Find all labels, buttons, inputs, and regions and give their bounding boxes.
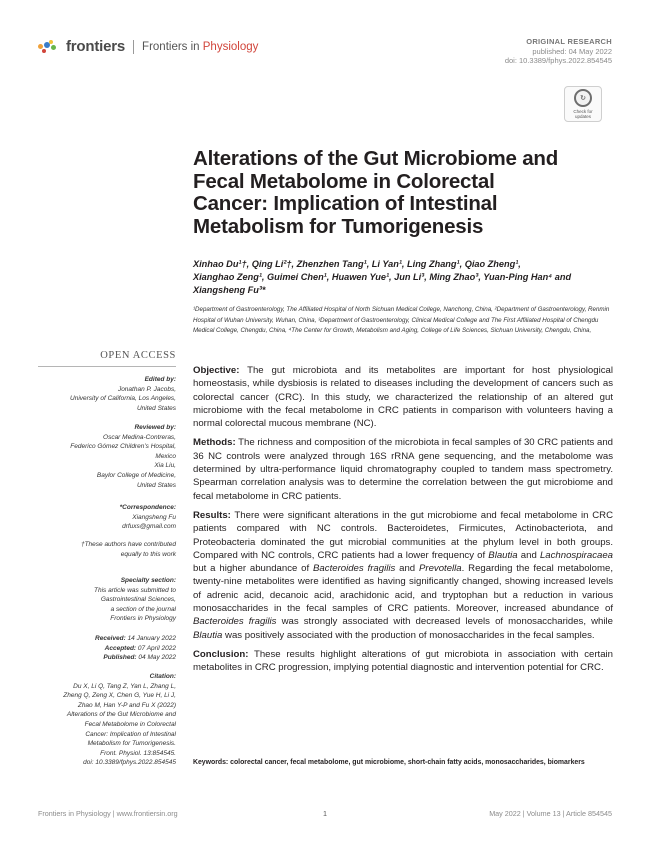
section-heading: Citation: bbox=[149, 673, 176, 680]
citation-line: Metabolism for Tumorigenesis. bbox=[87, 740, 176, 748]
reviewer-affiliation: Mexico bbox=[155, 452, 176, 460]
edited-by-section bbox=[30, 375, 176, 413]
section-heading: Edited by: bbox=[144, 376, 176, 383]
journal-name bbox=[142, 41, 258, 53]
logo-wordmark: frontiers bbox=[66, 38, 126, 55]
taxon-name: Bacteroides fragilis bbox=[193, 616, 277, 628]
specialty-line: Gastrointestinal Sciences, bbox=[100, 596, 176, 604]
date-value: 14 January 2022 bbox=[127, 635, 176, 642]
refresh-icon: ↻ bbox=[574, 89, 592, 107]
date-value: 04 May 2022 bbox=[138, 654, 176, 662]
results-text: was strongly associated with decreased levels of monosaccharides, while bbox=[276, 616, 613, 628]
accepted-date bbox=[30, 644, 176, 654]
results-text: but a higher abundance of bbox=[193, 563, 314, 575]
check-for-updates-badge[interactable] bbox=[564, 86, 602, 122]
open-access-label: OPEN ACCESS bbox=[100, 350, 176, 361]
editor-affiliation: University of California, Los Angeles, bbox=[70, 395, 176, 403]
citation-doi[interactable]: doi: 10.3389/fphys.2022.854545 bbox=[83, 759, 176, 767]
citation-line: Zhao M, Han Y-P and Fu X (2022) bbox=[77, 701, 176, 709]
specialty-line: This article was submitted to bbox=[93, 586, 176, 594]
date-label: Received: bbox=[95, 635, 126, 642]
conclusion-text: These results highlight alterations of gut microbiota in association with certain metabolites in CRC progression, implying potential diagnostic and intervention potential for CRC. bbox=[193, 648, 613, 674]
footer-issue-info: May 2022 | Volume 13 | Article 854545 bbox=[489, 809, 612, 818]
article-meta bbox=[505, 37, 612, 66]
page-number: 1 bbox=[323, 809, 327, 818]
note-line: equally to this work bbox=[120, 550, 176, 558]
correspondence-section bbox=[30, 503, 176, 532]
dates-section bbox=[30, 634, 176, 663]
author-line: Xianghao Zeng¹, Guimei Chen¹, Huawen Yue¹, Jun Li³, Ming Zhao³, Yuan-Ping Han⁴ and bbox=[193, 272, 572, 283]
specialty-line: Frontiers in Physiology bbox=[110, 615, 176, 623]
editor-name: Jonathan P. Jacobs, bbox=[117, 385, 176, 393]
reviewer-affiliation: Federico Gómez Children’s Hospital, bbox=[70, 443, 176, 451]
reviewed-by-section bbox=[30, 423, 176, 490]
published-date: published: 04 May 2022 bbox=[532, 46, 612, 56]
doi-link[interactable]: doi: 10.3389/fphys.2022.854545 bbox=[504, 56, 612, 65]
conclusion-label: Conclusion: bbox=[193, 648, 249, 660]
methods-text: The richness and composition of the microbiota in fecal samples of 30 CRC patients and 36 NC controls were analyzed through 16S rRNA gene sequencing, and the metabolome was determined by ultra-performance liquid chromatography coupled to tandem mass spectrometry. Spearman correlation analysis was to determine the correlation between the gut microbiome and fecal metabolome in CRC patients. bbox=[193, 437, 614, 502]
affiliations: ¹Department of Gastroenterology, The Affiliated Hospital of North Sichuan Medical College, Nanchong, China, ²Department of Gastroenterology, Renmin Hospital of Wuhan University, Wuhan, China, ³Department of Gastroenterology, Clinical Medical College and The First Affiliated Hospital of Chengdu Medical College, Chengdu, China, ⁴The Center for Growth, Metabolism and Aging, College of Life Sciences, Sichuan University, Chengdu, China, bbox=[193, 306, 610, 334]
citation-line: Fecal Metabolome in Colorectal bbox=[84, 720, 176, 728]
results-text: There were significant alterations in the gut microbiome and fecal metabolome in CRC patients compared with NC controls. Bacteroidetes, Firmicutes, Actinobacteriota, and Proteobacteria dominated the gut microbial communities at the phylum level in both groups. Compared with NC controls, CRC patients had a lower frequency of bbox=[193, 509, 613, 561]
title-line: Fecal Metabolome in Colorectal bbox=[193, 169, 495, 193]
keywords: Keywords: colorectal cancer, fecal metabolome, gut microbiome, short-chain fatty acids, monosaccharides, biomarkers bbox=[193, 759, 585, 766]
author-list bbox=[193, 258, 613, 298]
abstract-methods bbox=[193, 436, 613, 502]
corresponding-author: Xiangsheng Fu bbox=[132, 513, 176, 521]
editor-affiliation: United States bbox=[136, 404, 176, 412]
abstract-conclusion bbox=[193, 648, 613, 675]
title-line: Cancer: Implication of Intestinal bbox=[193, 192, 498, 215]
section-heading: *Correspondence: bbox=[119, 504, 176, 511]
open-access-divider bbox=[38, 366, 176, 367]
date-label: Accepted: bbox=[104, 644, 137, 652]
citation-section bbox=[30, 672, 176, 768]
results-text: and bbox=[395, 563, 419, 575]
taxon-name: Bacteroides fragilis bbox=[313, 563, 396, 575]
reviewer-affiliation: United States bbox=[136, 481, 176, 489]
specialty-section bbox=[30, 576, 176, 624]
objective-label: Objective: bbox=[193, 365, 240, 376]
received-date bbox=[30, 634, 176, 644]
frontiers-logo bbox=[38, 38, 258, 55]
journal-prefix: Frontiers in bbox=[142, 40, 203, 53]
author-line: Xinhao Du¹†, Qing Li²†, Zhenzhen Tang¹, Li Yan¹, Ling Zhang¹, Qiao Zheng¹, bbox=[193, 259, 521, 269]
section-heading: Reviewed by: bbox=[134, 424, 176, 431]
corresponding-email[interactable]: drfuxs@gmail.com bbox=[122, 523, 176, 531]
citation-line: Alterations of the Gut Microbiome and bbox=[66, 711, 176, 719]
results-text: was positively associated with the production of monosaccharides in the fecal samples. bbox=[222, 629, 595, 641]
taxon-name: Prevotella bbox=[418, 563, 462, 575]
title-line: Alterations of the Gut Microbiome and bbox=[193, 147, 559, 170]
citation-line: Cancer: Implication of Intestinal bbox=[85, 730, 176, 738]
methods-label: Methods: bbox=[193, 437, 236, 449]
reviewer-affiliation: Baylor College of Medicine, bbox=[96, 471, 176, 479]
reviewer-name: Oscar Medina-Contreras, bbox=[103, 433, 176, 441]
article-type: ORIGINAL RESEARCH bbox=[526, 37, 612, 46]
taxon-name: Lachnospiracaea bbox=[539, 549, 614, 561]
specialty-line: a section of the journal bbox=[110, 605, 176, 613]
abstract bbox=[193, 364, 613, 681]
citation-line: Front. Physiol. 13:854545. bbox=[100, 749, 176, 757]
taxon-name: Blautia bbox=[193, 629, 223, 641]
citation-line: Du X, Li Q, Tang Z, Yan L, Zhang L, bbox=[73, 682, 176, 690]
article-title bbox=[193, 148, 613, 238]
abstract-results bbox=[193, 509, 613, 642]
footer-journal-link[interactable]: Frontiers in Physiology | www.frontiersin.org bbox=[38, 809, 178, 818]
taxon-name: Blautia bbox=[488, 549, 518, 561]
citation-line: Zheng Q, Zeng X, Chen G, Yue H, Li J, bbox=[63, 692, 176, 700]
logo-divider bbox=[133, 40, 134, 54]
results-text: . Regarding the fecal metabolome, twenty-nine metabolites were identified as having significantly changed, showing increased levels of adrenic acid, decanoic acid, arachidonic acid, and tryptophan but a reduction in various monosaccharides in the fecal samples of CRC patients. Moreover, increased abundance of bbox=[193, 563, 613, 615]
badge-line-2: updates bbox=[574, 114, 591, 119]
published-date-side bbox=[30, 653, 176, 663]
badge-line-1: Check for bbox=[573, 109, 593, 114]
objective-text: The gut microbiota and its metabolites are important for host physiological homeostasis, while dysbiosis is related to diseases including the development of cancers such as colorectal cancer (CRC). In this study, we characterized the relationship of an altered gut microbiome with the fecal metabolome in CRC patients in comparison with volunteers having a normal colorectal mucous membrane (NC). bbox=[193, 365, 613, 430]
journal-title: Physiology bbox=[202, 40, 259, 53]
date-label: Published: bbox=[103, 654, 137, 662]
abstract-objective bbox=[193, 364, 613, 430]
title-line: Metabolism for Tumorigenesis bbox=[193, 214, 484, 238]
date-value: 07 April 2022 bbox=[137, 644, 176, 652]
note-line: †These authors have contributed bbox=[80, 541, 176, 548]
results-label: Results: bbox=[193, 509, 231, 521]
author-line: Xiangsheng Fu³* bbox=[193, 285, 266, 296]
section-heading: Specialty section: bbox=[120, 577, 176, 584]
frontiers-logo-icon bbox=[38, 40, 60, 54]
badge-label bbox=[573, 109, 592, 119]
equal-contribution-note bbox=[30, 540, 176, 559]
results-text: and bbox=[517, 549, 540, 561]
reviewer-name: Xia Liu, bbox=[154, 462, 176, 470]
